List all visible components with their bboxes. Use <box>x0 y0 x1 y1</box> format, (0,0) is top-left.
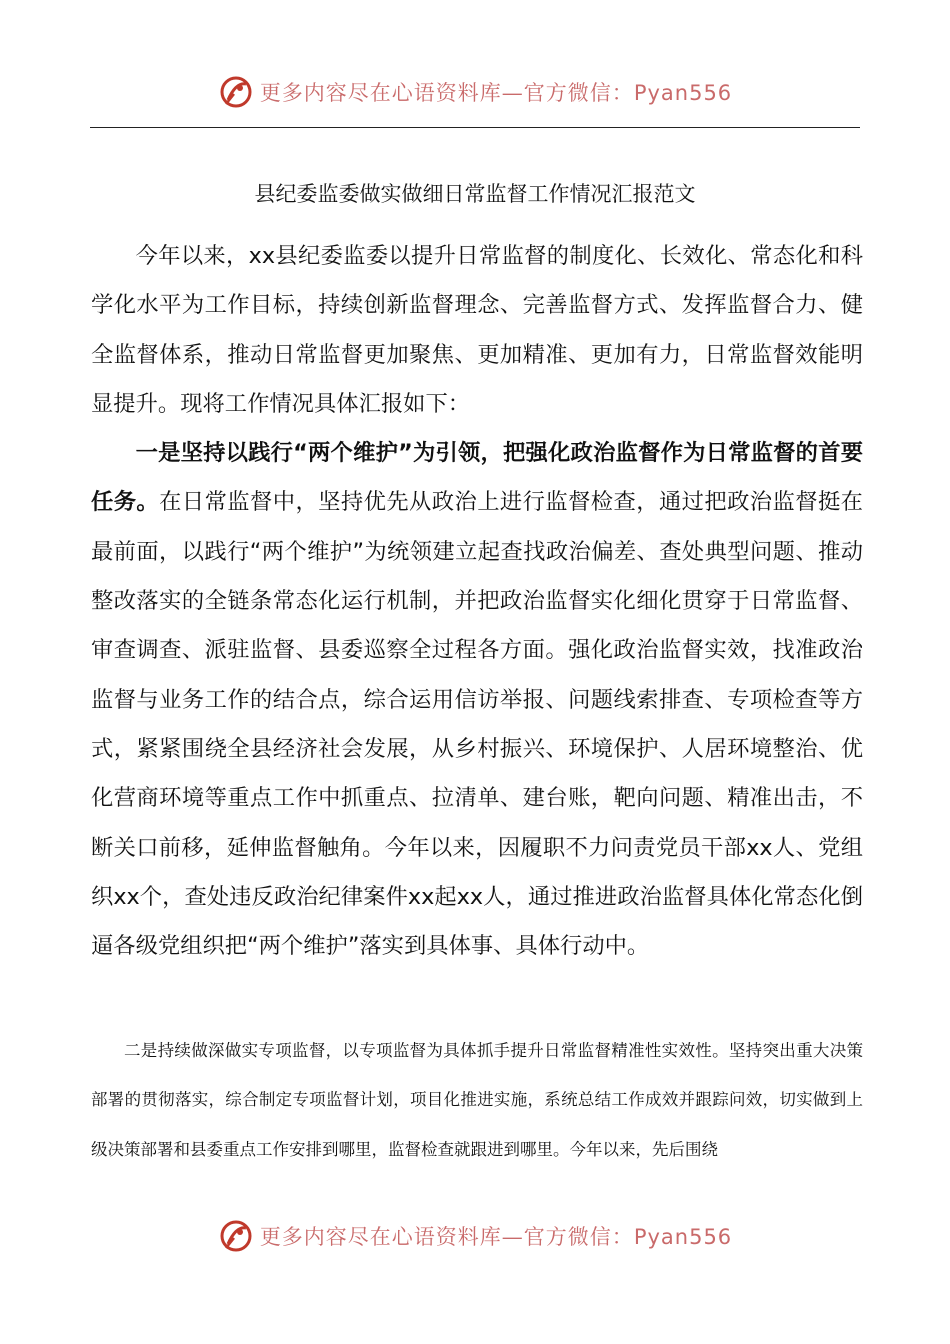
header-banner <box>0 68 950 116</box>
banner-text: 更多内容尽在心语资料库—官方微信：Pyan556 <box>259 81 733 105</box>
wechat-id: Pyan556 <box>633 81 733 105</box>
banner-text: 更多内容尽在心语资料库—官方微信：Pyan556 <box>259 1225 733 1249</box>
section1-paragraph <box>91 429 863 971</box>
header-divider <box>90 127 860 128</box>
section1-body: 在日常监督中，坚持优先从政治上进行监督检查，通过把政治监督挺在最前面，以践行“两个维护”为统领建立起查找政治偏差、查处典型问题、推动整改落实的全链条常态化运行机制，并把政治监督实化细化贯穿于日常监督、审查调查、派驻监督、县委巡察全过程各方面。强化政治监督实效，找准政治监督与业务工作的结合点，综合运用信访举报、问题线索排查、专项检查等方式，紧紧围绕全县经济社会发展，从乡村振兴、环境保护、人居环境整治、优化营商环境等重点工作中抓重点、拉清单、建台账，靶向问题、精准出击，不断关口前移，延伸监督触角。今年以来，因履职不力问责党员干部xx人、党组织xx个，查处违反政治纪律案件xx起xx人，通过推进政治监督具体化常态化倒逼各级党组织把“两个维护”落实到具体事、具体行动中。 <box>91 489 863 960</box>
section2-paragraph: 二是持续做深做实专项监督，以专项监督为具体抓手提升日常监督精准性实效性。坚持突出重大决策部署的贯彻落实，综合制定专项监督计划，项目化推进实施，系统总结工作成效并跟踪问效，切实做到上级决策部署和县委重点工作安排到哪里，监督检查就跟进到哪里。今年以来，先后围绕 <box>91 1041 863 1159</box>
brand-logo-icon <box>218 74 254 110</box>
intro-paragraph: 今年以来，xx县纪委监委以提升日常监督的制度化、长效化、常态化和科学化水平为工作目标，持续创新监督理念、完善监督方式、发挥监督合力、健全监督体系，推动日常监督更加聚焦、更加精准、更加有力，日常监督效能明显提升。现将工作情况具体汇报如下： <box>91 243 863 417</box>
wechat-id: Pyan556 <box>633 1225 733 1249</box>
section2-block <box>91 1026 863 1174</box>
section1-heading: 一是坚持以践行“两个维护”为引领，把强化政治监督作为日常监督的首要任务。 <box>91 440 863 516</box>
brand-logo-icon <box>218 1218 254 1254</box>
document-title: 县纪委监委做实做细日常监督工作情况汇报范文 <box>254 182 696 206</box>
footer-banner <box>0 1212 950 1260</box>
document-body <box>91 232 863 971</box>
